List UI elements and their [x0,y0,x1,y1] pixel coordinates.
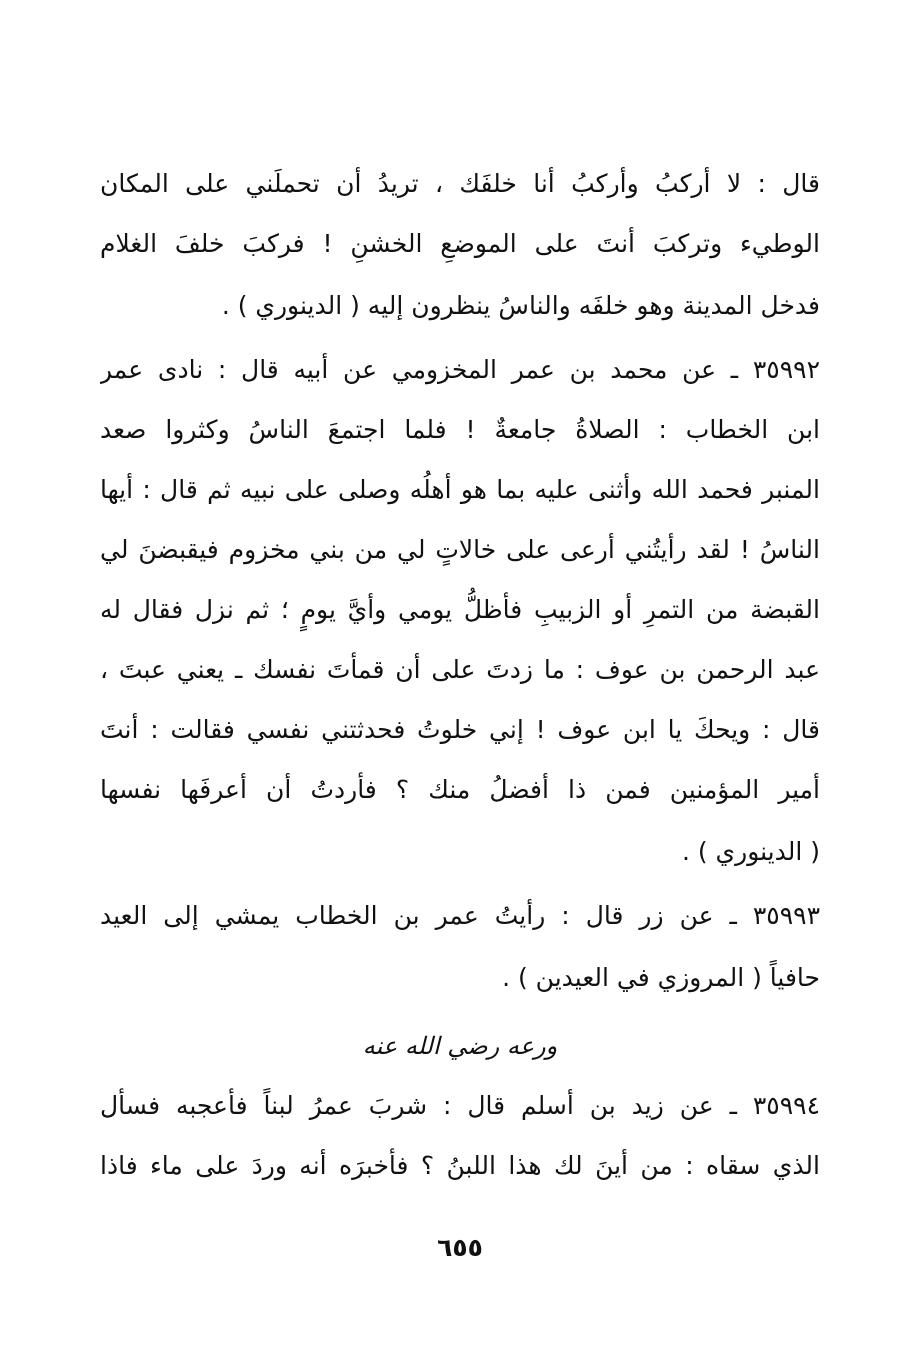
text-line: ٣٥٩٩٤ ـ عن زيد بن أسلم قال : شربَ عمرُ لبناً فأعجبه فسأل [100,1091,820,1120]
text-line: قال : ويحكَ يا ابن عوف ! إني خلوتُ فحدثتني نفسي فقالت : أنتَ [100,715,820,744]
text-line: عبد الرحمن بن عوف : ما زدتَ على أن قمأتَ نفسك ـ يعني عبتَ ، [100,655,820,684]
text-line: فدخل المدينة وهو خلفَه والناسُ ينظرون إليه ( الدينوري ) . [221,291,820,320]
text-line: القبضة من التمرِ أو الزبيبِ فأظلُّ يومي وأيَّ يومٍ ؛ ثم نزل فقال له [100,595,820,624]
text-line: الناسُ ! لقد رأيتُني أرعى على خالاتٍ لي من بني مخزوم فيقبضنَ لي [100,535,820,564]
text-line: الذي سقاه : من أينَ لك هذا اللبنُ ؟ فأخبرَه أنه وردَ على ماء فاذا [100,1151,820,1180]
text-line: أمير المؤمنين فمن ذا أفضلُ منك ؟ فأردتُ أن أعرفَها نفسها [100,775,820,804]
text-line: الوطيء وتركبَ أنتَ على الموضعِ الخشنِ ! فركبَ خلفَ الغلام [100,229,820,258]
section-heading: ورعه رضي الله عنه [362,1032,558,1060]
text-line: ( الدينوري ) . [681,837,820,866]
text-line: ٣٥٩٩٢ ـ عن محمد بن عمر المخزومي عن أبيه قال : نادى عمر [100,355,820,384]
text-line: قال : لا أركبُ وأركبُ أنا خلفَك ، تريدُ أن تحملَني على المكان [100,169,820,198]
text-line: المنبر فحمد الله وأثنى عليه بما هو أهلُه وصلى على نبيه ثم قال : أيها [100,475,820,504]
text-line: حافياً ( المروزي في العيدين ) . [502,963,820,992]
page-number: ٦٥٥ [437,1233,483,1262]
text-line: ٣٥٩٩٣ ـ عن زر قال : رأيتُ عمر بن الخطاب يمشي إلى العيد [100,901,820,930]
text-line: ابن الخطاب : الصلاةُ جامعةٌ ! فلما اجتمعَ الناسُ وكثروا صعد [100,415,820,444]
